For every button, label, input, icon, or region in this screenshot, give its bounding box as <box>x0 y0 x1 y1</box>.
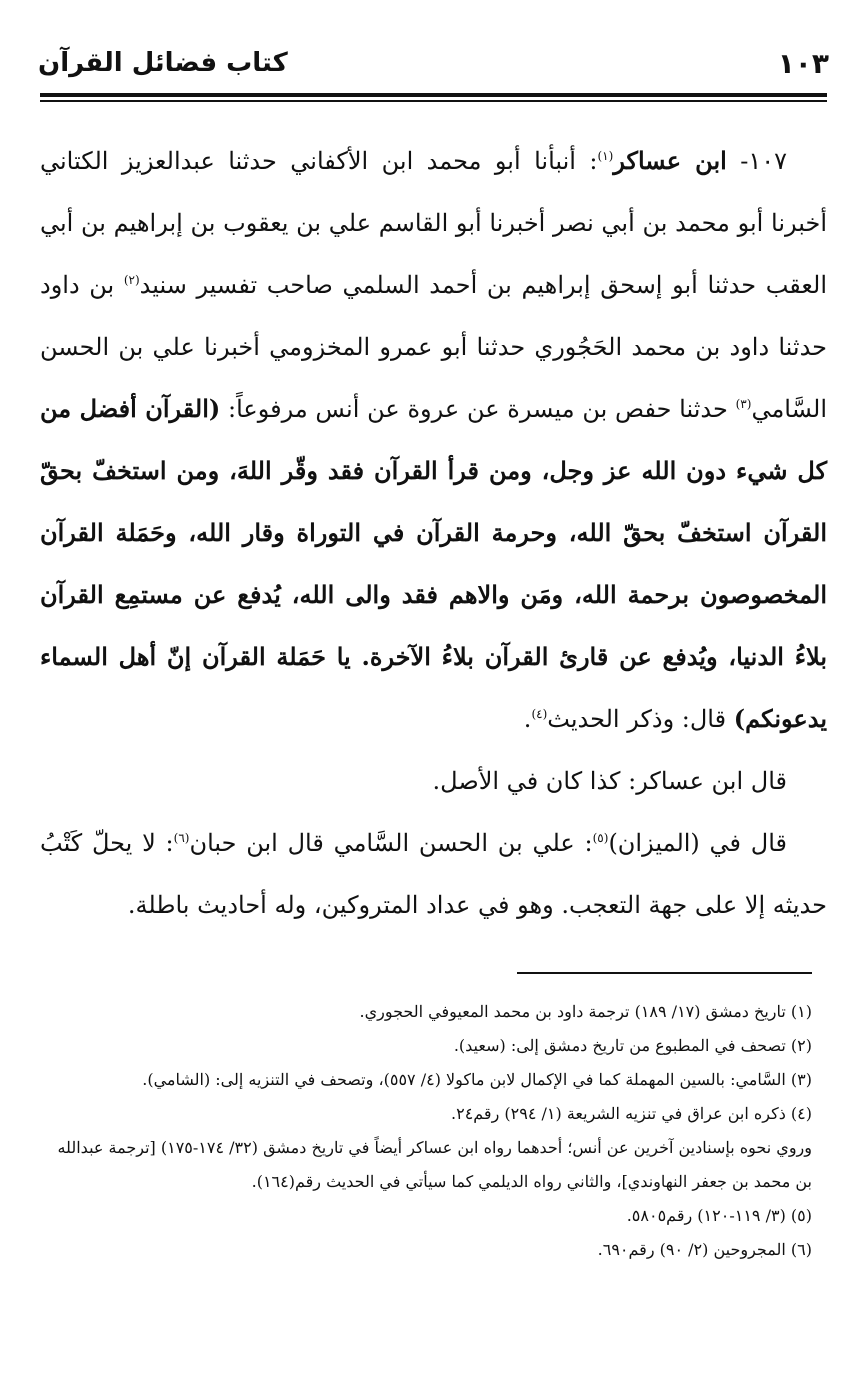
paragraph-ibn-asakir-note: قال ابن عساكر: كذا كان في الأصل. <box>432 767 787 795</box>
footnotes <box>40 995 812 1267</box>
footnote-ref-4[interactable]: (٤) <box>531 707 548 721</box>
footnote-2: (٢) تصحف في المطبوع من تاريخ دمشق إلى: (سعيد). <box>453 1036 812 1055</box>
footnote-5: (٥) (٣/ ١١٩-١٢٠) رقم٥٨٠٥. <box>626 1206 812 1225</box>
footnote-ref-6[interactable]: (٦) <box>173 831 190 845</box>
isnad-part-d: قال: وذكر الحديث <box>547 705 734 733</box>
footnote-ref-1[interactable]: (١) <box>597 149 614 163</box>
isnad-part-b: بن داود حدثنا داود بن محمد الحَجُوري حدثنا أبو عمرو المخزومي أخبرنا علي بن الحسن السَّامي <box>40 271 827 423</box>
footnote-4-continued: وروي نحوه بإسنادين آخرين عن أنس؛ أحدهما رواه ابن عساكر أيضاً في تاريخ دمشق (٣٢/ ١٧٤-١٧٥) [ترجمة عبدالله بن محمد بن جعفر النهاوندي]، والثاني رواه الديلمي كما سيأتي في الحديث رقم(١٦٤). <box>57 1138 812 1191</box>
footnote-ref-5[interactable]: (٥) <box>592 831 609 845</box>
footnote-separator <box>517 972 812 974</box>
mizan-part-c: : لا يحلّ كَتْبُ حديثه إلا على جهة التعجب. وهو في عداد المتروكين، وله أحاديث باطلة. <box>40 829 827 919</box>
header-rule-thick <box>40 93 827 97</box>
mizan-part-b: : علي بن الحسن السَّامي قال ابن حبان <box>189 829 593 857</box>
hadith-text: (القرآن أفضل من كل شيء دون الله عز وجل، ومن قرأ القرآن فقد وقّر اللهَ، ومن استخفّ بحقّ القرآن استخفّ بحقّ الله، وحرمة القرآن في التوراة وقار الله، وحَمَلة القرآن المخصوصون برحمة الله، ومَن والاهم فقد والى الله، يُدفع عن مستمِع القرآن بلاءُ الدنيا، ويُدفع عن قارئ القرآن بلاءُ الآخرة. يا حَمَلة القرآن إنّ أهل السماء يدعونكم) <box>40 394 827 733</box>
mizan-part-a: قال في (الميزان) <box>608 829 788 857</box>
source-name: ابن عساكر <box>613 146 727 175</box>
footnote-6: (٦) المجروحين (٢/ ٩٠) رقم٦٩٠. <box>597 1240 812 1259</box>
page-header <box>38 38 829 88</box>
book-title: كتاب فضائل القرآن <box>38 48 288 78</box>
paragraph-mizan <box>40 812 827 936</box>
footnote-ref-2[interactable]: (٢) <box>123 273 140 287</box>
hadith-number: ١٠٧- <box>740 147 787 175</box>
page-number: ١٠٣ <box>777 46 829 80</box>
footnote-4: (٤) ذكره ابن عراق في تنزيه الشريعة (١/ ٢٩٤) رقم٢٤. <box>451 1104 812 1123</box>
paragraph-hadith-107 <box>40 130 827 750</box>
footnote-3: (٣) السَّامي: بالسين المهملة كما في الإكمال لابن ماكولا (٤/ ٥٥٧)، وتصحف في التنزيه إلى: (الشامي). <box>142 1070 812 1089</box>
main-text <box>40 130 827 936</box>
isnad-part-a: : أنبأنا أبو محمد ابن الأكفاني حدثنا عبدالعزيز الكتاني أخبرنا أبو محمد بن أبي نصر أخبرنا أبو القاسم علي بن يعقوب بن إبراهيم بن أبي العقب حدثنا أبو إسحق إبراهيم بن أحمد السلمي صاحب تفسير سنيد <box>40 147 827 299</box>
isnad-part-c: حدثنا حفص بن ميسرة عن عروة عن أنس مرفوعاً: <box>220 395 736 423</box>
footnote-1: (١) تاريخ دمشق (١٧/ ١٨٩) ترجمة داود بن محمد المعيوفي الحجوري. <box>359 1002 812 1021</box>
paragraph-end: . <box>523 705 532 733</box>
footnote-ref-3[interactable]: (٣) <box>735 397 752 411</box>
header-rule-thin <box>40 100 827 102</box>
